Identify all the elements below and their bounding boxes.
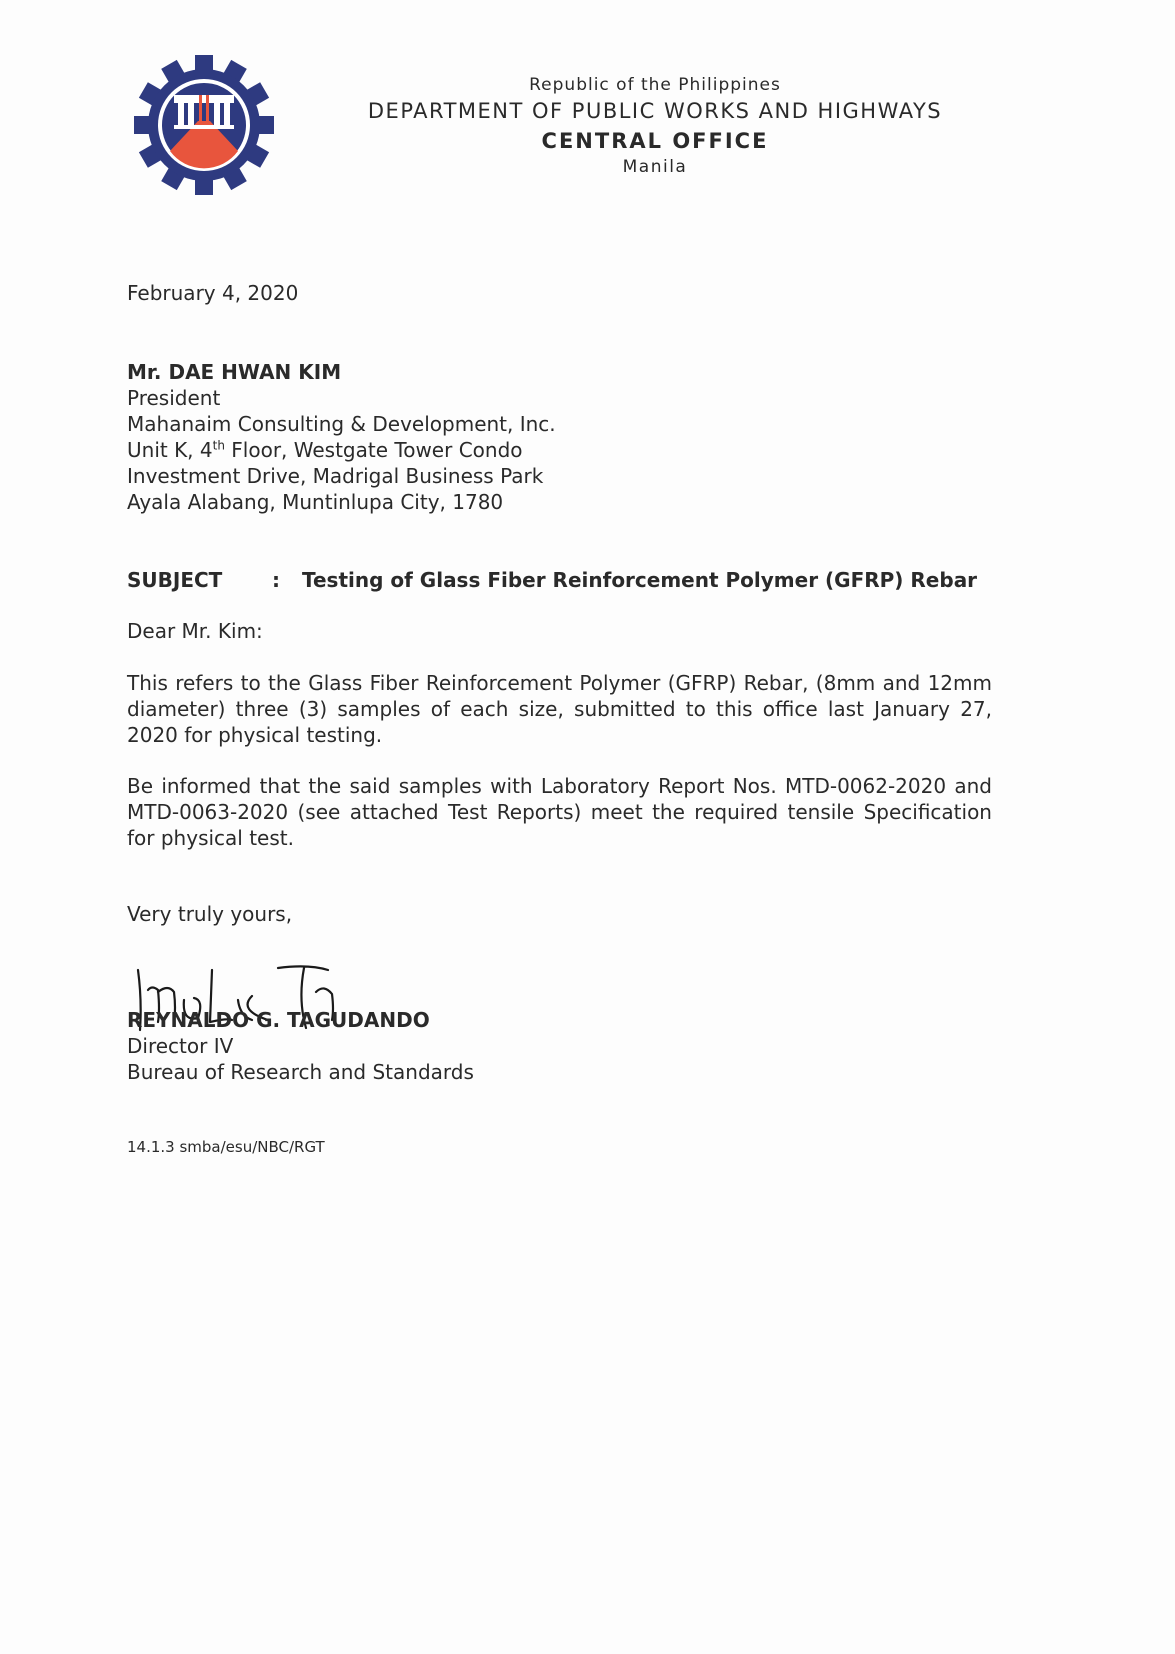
subject-label: SUBJECT — [127, 568, 223, 592]
letterhead-department: DEPARTMENT OF PUBLIC WORKS AND HIGHWAYS — [367, 99, 943, 123]
addressee-name: Mr. DAE HWAN KIM — [127, 360, 342, 384]
addressee-block — [127, 359, 992, 515]
body-paragraph-1: This refers to the Glass Fiber Reinforcement Polymer (GFRP) Rebar, (8mm and 12mm diameter) three (3) samples of each size, submitted to this office last January 27, 2020 for physical testing. — [127, 671, 992, 747]
salutation: Dear Mr. Kim: — [127, 619, 263, 643]
subject-line — [127, 567, 992, 593]
signatory-name: REYNALDO G. TAGUDANDO — [127, 1008, 430, 1032]
address-line1-pre: Unit K, 4 — [127, 438, 213, 462]
address-line1-sup: th — [212, 438, 225, 453]
dpwh-logo — [134, 55, 274, 195]
letterhead — [330, 74, 980, 178]
addressee-address-line3: Ayala Alabang, Muntinlupa City, 1780 — [127, 490, 504, 514]
letterhead-office: CENTRAL OFFICE — [541, 129, 769, 153]
subject-text: Testing of Glass Fiber Reinforcement Polymer (GFRP) Rebar — [302, 568, 978, 592]
addressee-address-line2: Investment Drive, Madrigal Business Park — [127, 464, 544, 488]
addressee-title: President — [127, 386, 221, 410]
letterhead-city: Manila — [622, 157, 688, 177]
addressee-address-line1 — [127, 437, 992, 463]
closing: Very truly yours, — [127, 902, 293, 926]
reference-code: 14.1.3 smba/esu/NBC/RGT — [127, 1138, 325, 1156]
signatory-office: Bureau of Research and Standards — [127, 1060, 474, 1084]
signatory-title: Director IV — [127, 1034, 234, 1058]
letterhead-republic: Republic of the Philippines — [529, 75, 781, 95]
body-paragraph-2: Be informed that the said samples with Laboratory Report Nos. MTD-0062-2020 and MTD-0063-2020 (see attached Test Reports) meet the required tensile Specification for physical test. — [127, 774, 992, 850]
subject-colon: : — [272, 568, 280, 592]
letter-date: February 4, 2020 — [127, 281, 299, 305]
address-line1-post: Floor, Westgate Tower Condo — [224, 438, 523, 462]
addressee-company: Mahanaim Consulting & Development, Inc. — [127, 412, 556, 436]
